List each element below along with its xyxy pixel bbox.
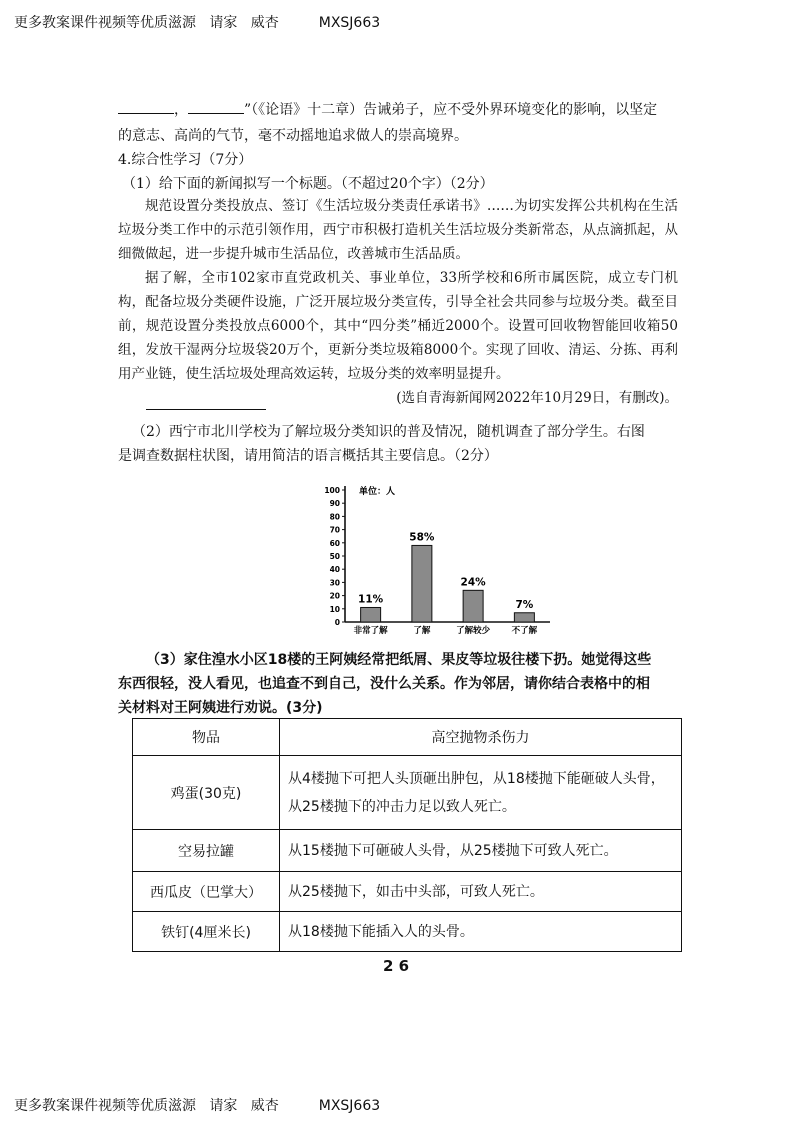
question-1: （1）给下面的新闻拟写一个标题。（不超过20个字）（2分） xyxy=(122,176,494,192)
bar-value-label: 7% xyxy=(515,598,534,611)
table-row xyxy=(133,912,682,952)
y-tick-label: 30 xyxy=(329,578,340,588)
table-cell-item: 西瓜皮（巴掌大） xyxy=(133,872,280,912)
bar-3 xyxy=(514,613,534,622)
category-label: 非常了解 xyxy=(353,626,388,636)
top-banner: 更多教案课件视频等优质滋源 请家 威杏 MXSJ663 xyxy=(14,15,381,31)
table-cell-desc: 从18楼抛下能插入人的头骨。 xyxy=(280,912,682,952)
y-tick-label: 60 xyxy=(329,538,340,548)
bar-value-label: 11% xyxy=(358,593,384,606)
news-article xyxy=(118,194,678,410)
chart-unit-label: 单位：人 xyxy=(359,487,396,497)
y-tick-label: 90 xyxy=(329,499,340,509)
y-tick-label: 0 xyxy=(334,618,340,627)
bar-1 xyxy=(412,545,432,622)
table-cell-item: 铁钉(4厘米长) xyxy=(133,912,280,952)
table-cell-desc: 从4楼抛下可把人头顶砸出肿包，从18楼抛下能砸破人头骨，从25楼抛下的冲击力足以致人死亡。 xyxy=(280,756,682,830)
question-2-line-2: 是调查数据柱状图，请用简洁的语言概括其主要信息。（2分） xyxy=(118,448,498,464)
category-label: 不了解 xyxy=(511,626,538,636)
y-tick-label: 20 xyxy=(329,591,340,601)
y-tick-label: 10 xyxy=(329,604,340,614)
question-3-line-3: 关材料对王阿姨进行劝说。(3分) xyxy=(118,700,323,716)
bar-value-label: 58% xyxy=(409,531,435,544)
table-header-damage: 高空抛物杀伤力 xyxy=(280,719,682,756)
bar-value-label: 24% xyxy=(460,576,486,589)
table-cell-desc: 从15楼抛下可砸破人头骨，从25楼抛下可致人死亡。 xyxy=(280,830,682,872)
y-tick-label: 80 xyxy=(329,512,340,522)
y-tick-label: 70 xyxy=(329,525,340,535)
page-number: 2 6 xyxy=(383,957,410,975)
news-paragraph-1: 规范设置分类投放点、签订《生活垃圾分类责任承诺书》……为切实发挥公共机构在生活垃圾分类工作中的示范引领作用，西宁市积极打造机关生活垃圾分类新常态，从点滴抓起，从细微做起，进一步提升城市生活品位，改善城市生活品质。 xyxy=(118,198,678,262)
table-row xyxy=(133,872,682,912)
table-header-item: 物品 xyxy=(133,719,280,756)
category-label: 了解较少 xyxy=(456,626,491,636)
intro-line-1: ， ”（《论语》十二章）告诫弟子，应不受外界环境变化的影响，以坚定 xyxy=(118,98,657,122)
section-heading: 4.综合性学习（7分） xyxy=(118,152,253,168)
question-3-line-1: （3）家住湟水小区18楼的王阿姨经常把纸屑、果皮等垃圾往楼下扔。她觉得这些 xyxy=(146,652,652,668)
bar-0 xyxy=(361,607,381,622)
projectile-table xyxy=(132,718,682,952)
news-source: (选自青海新闻网2022年10月29日，有删改)。 xyxy=(396,390,678,406)
table-header-row xyxy=(133,719,682,756)
fill-blank-2 xyxy=(188,99,244,114)
y-tick-label: 40 xyxy=(329,565,340,575)
bottom-banner: 更多教案课件视频等优质滋源 请家 威杏 MXSJ663 xyxy=(14,1098,381,1114)
question-2-line-1: （2）西宁市北川学校为了解垃圾分类知识的普及情况，随机调查了部分学生。右图 xyxy=(132,424,645,440)
question-3-line-2: 东西很轻，没人看见，也追查不到自己，没什么关系。作为邻居，请你结合表格中的相 xyxy=(118,676,650,692)
table-cell-item: 空易拉罐 xyxy=(133,830,280,872)
fill-blank-1 xyxy=(118,99,174,114)
y-tick-label: 50 xyxy=(329,552,340,561)
intro-quote-text: ”（《论语》十二章）告诫弟子，应不受外界环境变化的影响，以坚定 xyxy=(244,102,658,118)
table-cell-desc: 从25楼抛下，如击中头部，可致人死亡。 xyxy=(280,872,682,912)
category-label: 了解 xyxy=(413,626,431,636)
table-row xyxy=(133,756,682,830)
news-paragraph-2: 据了解，全市102家市直党政机关、事业单位，33所学校和6所市属医院，成立专门机构，配备垃圾分类硬件设施，广泛开展垃圾分类宣传，引导全社会共同参与垃圾分类。截至目前，规范设置分类投放点6000个，其中“四分类”桶近2000个。设置可回收物智能回收箱50组，发放干湿两分垃圾袋20万个，更新分类垃圾箱8000个。实现了回收、清运、分拣、再利用产业链，使生活垃圾处理高效运转，垃圾分类的效率明显提升。 xyxy=(118,270,678,382)
bar-2 xyxy=(463,590,483,622)
answer-rule xyxy=(146,409,266,410)
table-cell-item: 鸡蛋(30克) xyxy=(133,756,280,830)
y-tick-label: 100 xyxy=(324,486,340,495)
table-row xyxy=(133,830,682,872)
intro-line-2: 的意志、高尚的气节，毫不动摇地追求做人的崇高境界。 xyxy=(118,128,468,144)
survey-bar-chart xyxy=(305,480,555,640)
